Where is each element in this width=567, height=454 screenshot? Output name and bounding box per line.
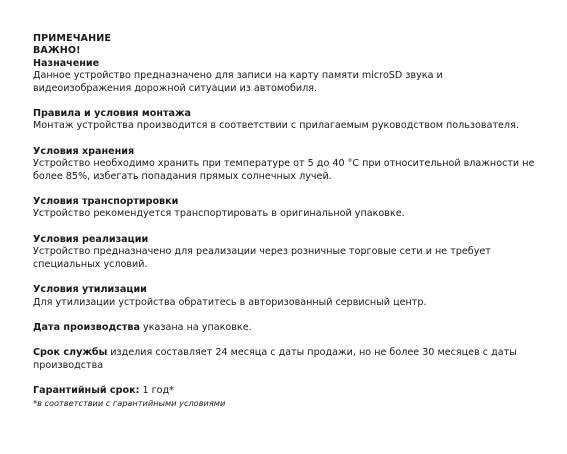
service-life-label: Срок службы	[33, 347, 108, 359]
section-production-date	[33, 322, 538, 334]
section-title: Правила и условия монтажа	[33, 108, 192, 120]
note-heading: ПРИМЕЧАНИЕ	[33, 33, 111, 44]
spacer	[33, 221, 538, 234]
section-text: Устройство рекомендуется транспортировать в оригинальной упаковке.	[33, 208, 405, 220]
section-text: Устройство необходимо хранить при температуре от 5 до 40 °С при относительной влажности не более 85%, избегать попадания прямых солнечных лучей.	[33, 158, 535, 182]
section-disposal	[33, 284, 538, 309]
important-heading: ВАЖНО!	[33, 45, 81, 57]
section-text: Данное устройство предназначено для записи на карту памяти microSD звука и видеоизображения дорожной ситуации из автомобиля.	[33, 70, 443, 94]
section-text: Для утилизации устройства обратитесь в авторизованный сервисный центр.	[33, 296, 427, 308]
section-title: Условия утилизации	[33, 284, 147, 296]
spacer	[33, 183, 538, 196]
warranty-label: Гарантийный срок:	[33, 385, 140, 397]
section-text: Устройство предназначено для реализации через розничные торговые сети и не требует специальных условий.	[33, 246, 491, 270]
spacer	[33, 372, 538, 385]
spacer	[33, 334, 538, 347]
warranty-text: 1 год*	[139, 385, 174, 397]
section-title: Условия хранения	[33, 145, 135, 157]
section-text: Монтаж устройства производится в соответствии с прилагаемым руководством пользователя.	[33, 120, 519, 132]
document-body	[33, 33, 538, 409]
production-date-label: Дата производства	[33, 321, 140, 333]
section-warranty	[33, 385, 538, 397]
section-title: Условия транспортировки	[33, 196, 179, 208]
section-transport	[33, 196, 538, 221]
service-life-text: изделия составляет 24 месяца с даты продажи, но не более 30 месяцев с даты производства	[33, 347, 517, 371]
section-title: Назначение	[33, 57, 100, 69]
spacer	[33, 133, 538, 146]
section-service-life	[33, 347, 538, 372]
section-purpose	[33, 58, 538, 95]
spacer	[33, 271, 538, 284]
section-storage	[33, 146, 538, 183]
section-mounting	[33, 108, 538, 133]
production-date-text: указана на упаковке.	[139, 321, 252, 333]
spacer	[33, 95, 538, 108]
section-title: Условия реализации	[33, 233, 149, 245]
warranty-footnote: *в соответствии с гарантийными условиями	[33, 397, 226, 408]
section-sale	[33, 234, 538, 271]
spacer	[33, 309, 538, 322]
